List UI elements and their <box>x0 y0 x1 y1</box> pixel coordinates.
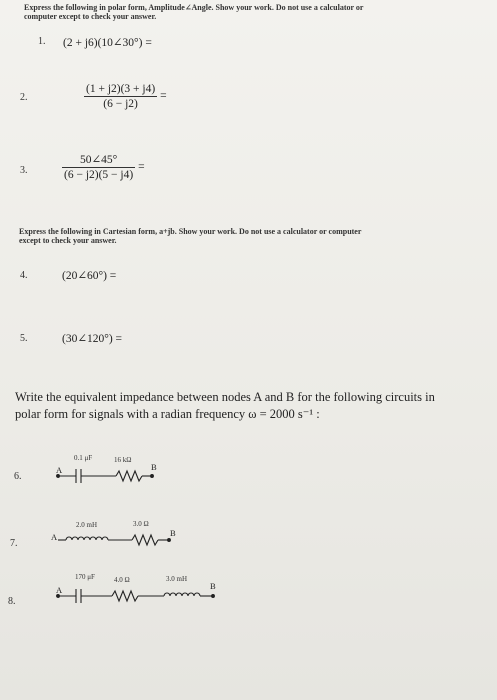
problem-1-number: 1. <box>38 36 46 47</box>
circuit-7-inductor-label: 2.0 mH <box>76 521 97 529</box>
polar-instructions-line1: Express the following in polar form, Amplitude∠Angle. Show your work. Do not use a calculator or <box>24 3 364 12</box>
circuit-7-schematic <box>58 530 188 550</box>
circuit-8-node-b: B <box>210 581 216 591</box>
impedance-instructions-line2: polar form for signals with a radian frequency ω = 2000 s⁻¹ : <box>15 407 320 421</box>
polar-instructions-line2: computer except to check your answer. <box>24 12 157 21</box>
polar-instructions <box>24 3 363 21</box>
problem-4-expression: (20∠60°) = <box>62 270 117 282</box>
problem-7-number: 7. <box>10 538 18 549</box>
cartesian-instructions-line1: Express the following in Cartesian form, a+jb. Show your work. Do not use a calculator or computer <box>19 227 362 236</box>
problem-5-number: 5. <box>20 333 28 344</box>
circuit-8-node-a: A <box>56 585 63 595</box>
problem-6-number: 6. <box>14 471 22 482</box>
problem-2-fraction <box>84 82 167 111</box>
problem-8-number: 8. <box>8 596 16 607</box>
circuit-7-resistor-label: 3.0 Ω <box>133 520 149 528</box>
circuit-7-node-a: A <box>51 532 58 542</box>
problem-3-equals: = <box>138 161 145 174</box>
problem-3-denominator: (6 − j2)(5 − j4) <box>64 169 134 181</box>
circuit-8-inductor-label: 3.0 mH <box>166 575 187 583</box>
circuit-8-schematic <box>56 586 226 606</box>
problem-3-numerator: 50∠45° <box>62 153 135 168</box>
circuit-6-node-b: B <box>151 462 157 472</box>
problem-3-number: 3. <box>20 165 28 176</box>
impedance-instructions <box>15 389 435 423</box>
problem-5-expression: (30∠120°) = <box>62 333 123 345</box>
circuit-8-resistor-label: 4.0 Ω <box>114 576 130 584</box>
problem-2-numerator: (1 + j2)(3 + j4) <box>86 83 156 95</box>
problem-1-expression: (2 + j6)(10∠30°) = <box>63 37 152 49</box>
problem-3-fraction <box>62 153 145 182</box>
impedance-instructions-line1: Write the equivalent impedance between nodes A and B for the following circuits in <box>15 390 435 404</box>
cartesian-instructions-line2: except to check your answer. <box>19 236 117 245</box>
circuit-8-capacitor-label: 170 μF <box>75 573 95 581</box>
problem-2-denominator: (6 − j2) <box>103 98 138 110</box>
circuit-6-capacitor-label: 0.1 μF <box>74 454 93 462</box>
problem-4-number: 4. <box>20 270 28 281</box>
circuit-6-resistor-label: 16 kΩ <box>114 456 132 464</box>
circuit-7-node-b: B <box>170 528 176 538</box>
circuit-6-schematic <box>56 466 166 486</box>
problem-2-equals: = <box>160 90 167 103</box>
problem-2-number: 2. <box>20 92 28 103</box>
cartesian-instructions <box>19 227 361 245</box>
circuit-6-node-a: A <box>56 465 63 475</box>
